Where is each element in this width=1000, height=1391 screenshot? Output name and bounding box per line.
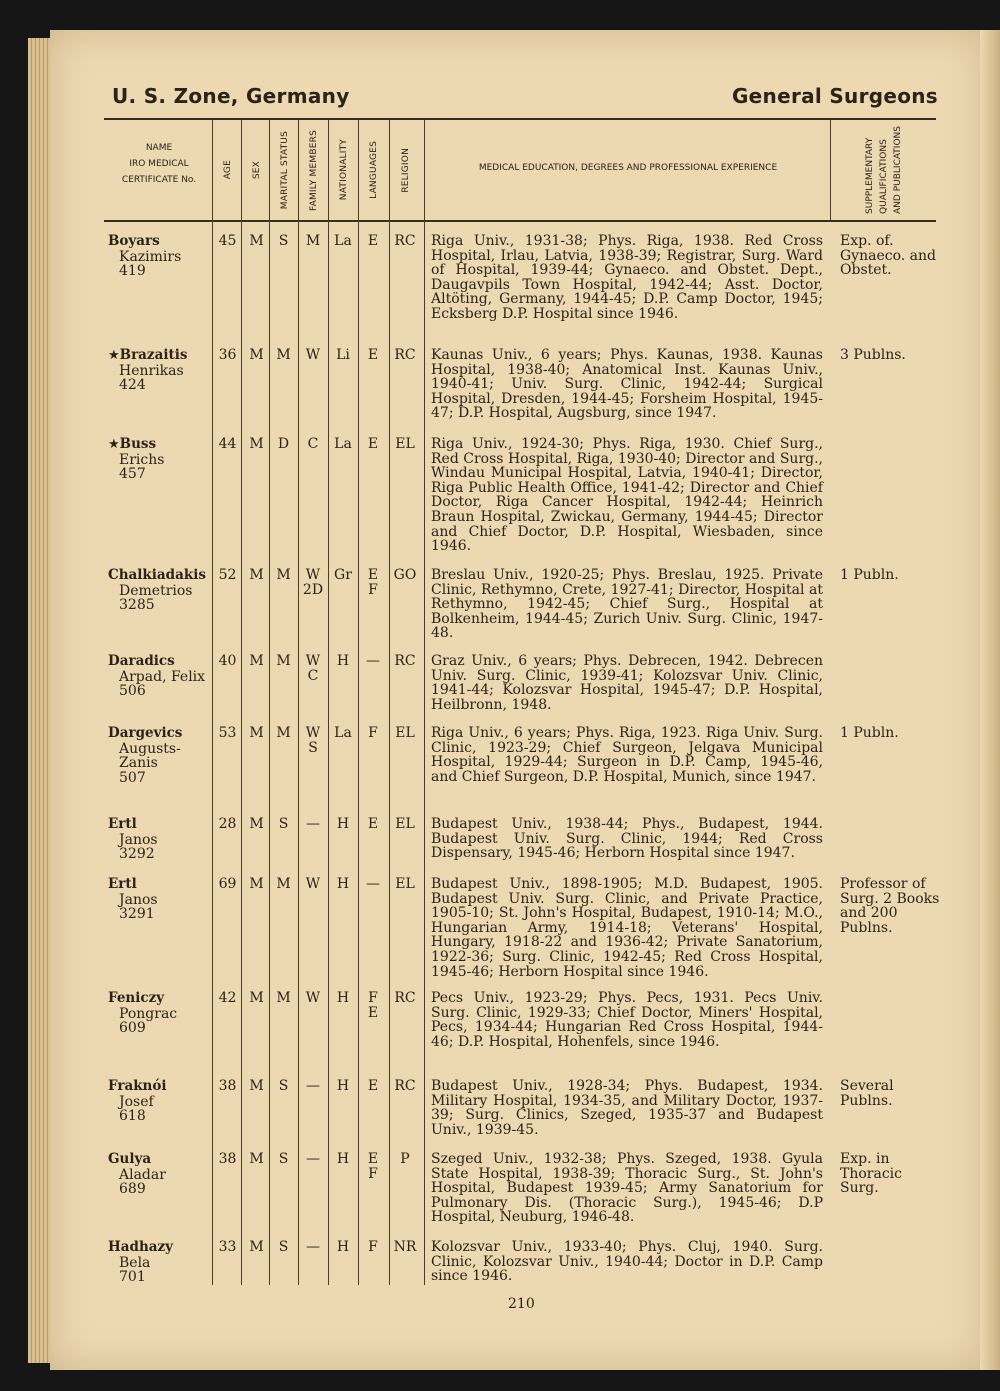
- age-cell: 28: [218, 816, 237, 832]
- marital-status-cell: S: [278, 816, 289, 832]
- certificate-number: 424: [119, 377, 146, 394]
- surname: Feniczy: [108, 990, 165, 1006]
- name-cell: [108, 437, 218, 482]
- surname: Hadhazy: [108, 1239, 174, 1255]
- column-divider: [328, 120, 329, 1285]
- family-members-cell: W 2D: [302, 567, 324, 598]
- languages-cell: E: [367, 347, 379, 363]
- surname: Fraknói: [108, 1078, 167, 1094]
- age-cell: 33: [218, 1239, 237, 1255]
- column-divider: [269, 120, 270, 1285]
- certificate-number: 609: [119, 1020, 146, 1037]
- given-name: Janos: [119, 831, 158, 848]
- marital-status-cell: D: [277, 436, 290, 452]
- religion-cell: RC: [394, 233, 416, 249]
- name-cell: [108, 348, 218, 393]
- column-divider: [358, 120, 359, 1285]
- column-divider: [241, 120, 242, 1285]
- name-header-line: IRO MEDICAL: [129, 159, 189, 169]
- family-members-cell: W: [305, 347, 321, 363]
- marital-status-cell: M: [276, 725, 291, 741]
- section-title: General Surgeons: [731, 84, 938, 108]
- nationality-cell: La: [334, 725, 352, 741]
- nationality-cell: H: [336, 816, 350, 832]
- family-column-header: FAMILY MEMBERS: [308, 129, 319, 211]
- religion-cell: RC: [394, 347, 416, 363]
- surname: Boyars: [108, 233, 160, 249]
- column-divider: [389, 120, 390, 1285]
- name-cell: [108, 234, 218, 279]
- medical-experience-cell: Szeged Univ., 1932-38; Phys. Szeged, 1938. Gyula State Hospital, 1938-39; Thoracic Surg., St. John's Hospital, Budapest 1939-45; Army Sanatorium for Pulmonary Dis. (Thoracic Surg.), 1945-46; D.P Hospital, Neuburg, 1946-48.: [431, 1151, 823, 1226]
- given-name: Kazimirs: [119, 248, 182, 265]
- languages-cell: E: [367, 233, 379, 249]
- star-icon: ★: [108, 348, 120, 363]
- sex-cell: M: [249, 1239, 264, 1255]
- sex-cell: M: [249, 990, 264, 1006]
- given-name: Aladar: [119, 1166, 166, 1183]
- languages-column-header: LANGUAGES: [368, 141, 379, 199]
- given-name: Josef: [119, 1093, 154, 1110]
- religion-cell: RC: [394, 653, 416, 669]
- family-members-cell: —: [306, 1078, 320, 1094]
- surname: Gulya: [108, 1151, 152, 1167]
- medical-experience-cell: Budapest Univ., 1898-1905; M.D. Budapest, 1905. Budapest Univ. Surg. Clinic, and Private Practice, 1905-10; St. John's Hospital, Budapest, 1910-14; M.O., Hungarian Army, 1914-18; Veterans' Hospital, Hungary, 1918-22 and 1936-42; Private Sanatorium, 1922-36; Surg. Clinic, 1942-45; Red Cross Hospital, 1945-46; Herborn Hospital since 1946.: [431, 876, 823, 980]
- languages-cell: E: [367, 816, 379, 832]
- age-cell: 42: [218, 990, 237, 1006]
- name-cell: [108, 1079, 218, 1124]
- religion-cell: EL: [395, 876, 415, 892]
- nationality-cell: H: [336, 653, 350, 669]
- medical-experience-cell: Budapest Univ., 1938-44; Phys., Budapest, 1944. Budapest Univ. Surg. Clinic, 1944; Red Cross Dispensary, 1945-46; Herborn Hospital since 1947.: [431, 816, 823, 862]
- supplementary-cell: 3 Publns.: [840, 347, 906, 363]
- languages-cell: —: [366, 653, 380, 669]
- name-cell: [108, 568, 218, 613]
- given-name: Bela: [119, 1254, 151, 1271]
- supplementary-cell: Exp. of. Gynaeco. and Obstet.: [840, 233, 936, 279]
- medical-experience-cell: Kolozsvar Univ., 1933-40; Phys. Cluj, 1940. Surg. Clinic, Kolozsvar Univ., 1940-44; Doctor in D.P. Camp since 1946.: [431, 1239, 823, 1285]
- page-edges: [28, 38, 50, 1363]
- certificate-number: 507: [119, 769, 146, 786]
- medical-experience-cell: Riga Univ., 1924-30; Phys. Riga, 1930. Chief Surg., Red Cross Hospital, Riga, 1930-40; Director and Surg., Windau Municipal Hospital, Latvia, 1940-41; Director, Riga Public Health Office, 1941-42; Director and Chief Doctor, Riga Cancer Hospital, 1942-44; Heinrich Braun Hospital, Zwickau, Germany, 1944-45; Director and Chief Doctor, D.P. Hospital, Wiesbaden, since 1946.: [431, 436, 823, 555]
- sex-cell: M: [249, 1151, 264, 1167]
- name-cell: [108, 877, 218, 922]
- family-members-cell: W: [305, 990, 321, 1006]
- religion-cell: GO: [393, 567, 417, 583]
- sex-cell: M: [249, 233, 264, 249]
- certificate-number: 419: [119, 263, 146, 280]
- supplementary-column-header: SUPPLEMENTARY QUALIFICATIONS AND PUBLICATIONS: [865, 126, 903, 214]
- name-header-line: CERTIFICATE No.: [121, 175, 197, 185]
- surname: Brazaitis: [119, 347, 188, 363]
- certificate-number: 618: [119, 1108, 146, 1125]
- given-name: Henrikas: [119, 362, 184, 379]
- sex-column-header: SEX: [251, 160, 262, 180]
- medical-experience-cell: Riga Univ., 1931-38; Phys. Riga, 1938. Red Cross Hospital, Irlau, Latvia, 1938-39; Registrar, Surg. Ward of Hospital, 1939-44; Gynaeco. and Obstet. Dept., Daugavpils Town Hospital, 1942-44; Asst. Doctor, Altöting, Germany, 1944-45; D.P. Camp Doctor, 1945; Ecksberg D.P. Hospital since 1946.: [431, 233, 823, 322]
- marital-status-cell: M: [276, 567, 291, 583]
- nationality-column-header: NATIONALITY: [338, 139, 349, 201]
- name-cell: [108, 991, 218, 1036]
- languages-cell: E F: [367, 567, 379, 598]
- name-cell: [108, 817, 218, 862]
- given-name: Augusts-Zanis: [119, 740, 181, 772]
- age-cell: 38: [218, 1151, 237, 1167]
- languages-cell: E F: [367, 1151, 379, 1182]
- sex-cell: M: [249, 876, 264, 892]
- supplementary-cell: 1 Publn.: [840, 567, 899, 583]
- surname: Daradics: [108, 653, 175, 669]
- medical-experience-cell: Budapest Univ., 1928-34; Phys. Budapest, 1934. Military Hospital, 1934-35, and Military Doctor, 1937-39; Surg. Clinics, Szeged, 1935-37 and Budapest Univ., 1939-45.: [431, 1078, 823, 1138]
- sex-cell: M: [249, 653, 264, 669]
- name-cell: [108, 1152, 218, 1197]
- religion-cell: EL: [395, 725, 415, 741]
- marital-status-cell: M: [276, 653, 291, 669]
- family-members-cell: —: [306, 1239, 320, 1255]
- medical-experience-cell: Kaunas Univ., 6 years; Phys. Kaunas, 1938. Kaunas Hospital, 1938-40; Anatomical Inst. Kaunas Univ., 1940-41; Univ. Surg. Clinic, 1942-44; Surgical Hospital, Dresden, 1944-45; Forsheim Hospital, 1945-47; D.P. Hospital, Augsburg, since 1947.: [431, 347, 823, 422]
- given-name: Demetrios: [119, 582, 193, 599]
- surname: Ertl: [108, 876, 137, 892]
- column-divider: [424, 120, 425, 1285]
- sex-cell: M: [249, 347, 264, 363]
- age-cell: 40: [218, 653, 237, 669]
- age-cell: 44: [218, 436, 237, 452]
- certificate-number: 3285: [119, 597, 155, 614]
- sex-cell: M: [249, 1078, 264, 1094]
- nationality-cell: H: [336, 1151, 350, 1167]
- religion-cell: RC: [394, 990, 416, 1006]
- nationality-cell: H: [336, 990, 350, 1006]
- name-cell: [108, 726, 218, 785]
- family-members-cell: —: [306, 1151, 320, 1167]
- nationality-cell: La: [334, 436, 352, 452]
- marital-status-cell: S: [278, 1239, 289, 1255]
- medical-experience-cell: Riga Univ., 6 years; Phys. Riga, 1923. Riga Univ. Surg. Clinic, 1923-29; Chief Surgeon, Jelgava Municipal Hospital, 1929-44; Surgeon in D.P. Camp, 1945-46, and Chief Surgeon, D.P. Hospital, Munich, since 1947.: [431, 725, 823, 785]
- page-spine-shadow: [980, 30, 1000, 1370]
- nationality-cell: Gr: [334, 567, 352, 583]
- family-members-cell: W S: [305, 725, 321, 756]
- religion-cell: NR: [393, 1239, 417, 1255]
- page-number: 210: [508, 1296, 535, 1312]
- sex-cell: M: [249, 816, 264, 832]
- supplementary-cell: Exp. in Thoracic Surg.: [840, 1151, 902, 1197]
- religion-column-header: RELIGION: [400, 147, 411, 193]
- column-divider: [298, 120, 299, 1285]
- age-cell: 45: [218, 233, 237, 249]
- age-cell: 53: [218, 725, 237, 741]
- sex-cell: M: [249, 436, 264, 452]
- supplementary-cell: Several Publns.: [840, 1078, 894, 1109]
- languages-cell: F: [368, 1239, 378, 1255]
- nationality-cell: H: [336, 1078, 350, 1094]
- marital-status-cell: M: [276, 347, 291, 363]
- religion-cell: EL: [395, 436, 415, 452]
- family-members-cell: M: [305, 233, 321, 249]
- religion-cell: P: [400, 1151, 410, 1167]
- supplementary-cell: Professor of Surg. 2 Books and 200 Publns.: [840, 876, 940, 936]
- languages-cell: E: [367, 436, 379, 452]
- medical-experience-cell: Breslau Univ., 1920-25; Phys. Breslau, 1925. Private Clinic, Rethymno, Crete, 1927-41; Director, Hospital at Rethymno, 1942-45; Chief Surg., Hospital at Bolkenheim, 1944-45; Zurich Univ. Surg. Clinic, 1947-48.: [431, 567, 823, 642]
- given-name: Arpad, Felix: [119, 668, 206, 685]
- name-cell: [108, 1240, 218, 1285]
- nationality-cell: Li: [336, 347, 350, 363]
- given-name: Erichs: [119, 451, 165, 468]
- marital-status-cell: M: [276, 876, 291, 892]
- religion-cell: EL: [395, 816, 415, 832]
- languages-cell: —: [366, 876, 380, 892]
- family-members-cell: C: [307, 436, 319, 452]
- header-rule-bottom: [104, 220, 936, 222]
- languages-cell: F: [368, 725, 378, 741]
- certificate-number: 701: [119, 1269, 146, 1286]
- marital-status-cell: S: [278, 233, 289, 249]
- certificate-number: 689: [119, 1181, 146, 1198]
- surname: Chalkiadakis: [108, 567, 206, 583]
- marital-status-cell: M: [276, 990, 291, 1006]
- marital-status-cell: S: [278, 1078, 289, 1094]
- religion-cell: RC: [394, 1078, 416, 1094]
- name-column-header: [104, 140, 214, 188]
- name-header-line: NAME: [145, 143, 173, 153]
- sex-cell: M: [249, 567, 264, 583]
- certificate-number: 3292: [119, 846, 155, 863]
- column-divider: [830, 120, 831, 220]
- family-members-cell: —: [306, 816, 320, 832]
- supplementary-cell: 1 Publn.: [840, 725, 899, 741]
- medical-experience-cell: Graz Univ., 6 years; Phys. Debrecen, 1942. Debrecen Univ. Surg. Clinic, 1939-41; Kolozsvar Univ. Clinic, 1941-44; Kolozsvar Hospital, 1945-47; D.P. Hospital, Heilbronn, 1948.: [431, 653, 823, 713]
- sex-cell: M: [249, 725, 264, 741]
- star-icon: ★: [108, 437, 120, 452]
- family-members-cell: W: [305, 876, 321, 892]
- nationality-cell: La: [334, 233, 352, 249]
- given-name: Pongrac: [119, 1005, 178, 1022]
- marital-status-cell: S: [278, 1151, 289, 1167]
- medical-experience-cell: Pecs Univ., 1923-29; Phys. Pecs, 1931. Pecs Univ. Surg. Clinic, 1929-33; Chief Doctor, Miners' Hospital, Pecs, 1934-44; Hungarian Red Cross Hospital, 1944-46; D.P. Hospital, Hohenfels, since 1946.: [431, 990, 823, 1050]
- given-name: Janos: [119, 891, 158, 908]
- languages-cell: F E: [367, 990, 379, 1021]
- age-column-header: AGE: [222, 160, 233, 180]
- surname: Ertl: [108, 816, 137, 832]
- age-cell: 69: [218, 876, 237, 892]
- age-cell: 36: [218, 347, 237, 363]
- certificate-number: 457: [119, 466, 146, 483]
- age-cell: 52: [218, 567, 237, 583]
- family-members-cell: W C: [305, 653, 321, 684]
- zone-title: U. S. Zone, Germany: [112, 84, 350, 108]
- languages-cell: E: [367, 1078, 379, 1094]
- age-cell: 38: [218, 1078, 237, 1094]
- nationality-cell: H: [336, 876, 350, 892]
- surname: Dargevics: [108, 725, 183, 741]
- surname: Buss: [119, 436, 157, 452]
- marital-column-header: MARITAL STATUS: [279, 130, 290, 210]
- certificate-number: 3291: [119, 906, 155, 923]
- name-cell: [108, 654, 218, 699]
- medical-column-header: MEDICAL EDUCATION, DEGREES AND PROFESSIONAL EXPERIENCE: [478, 163, 778, 173]
- certificate-number: 506: [119, 683, 146, 700]
- nationality-cell: H: [336, 1239, 350, 1255]
